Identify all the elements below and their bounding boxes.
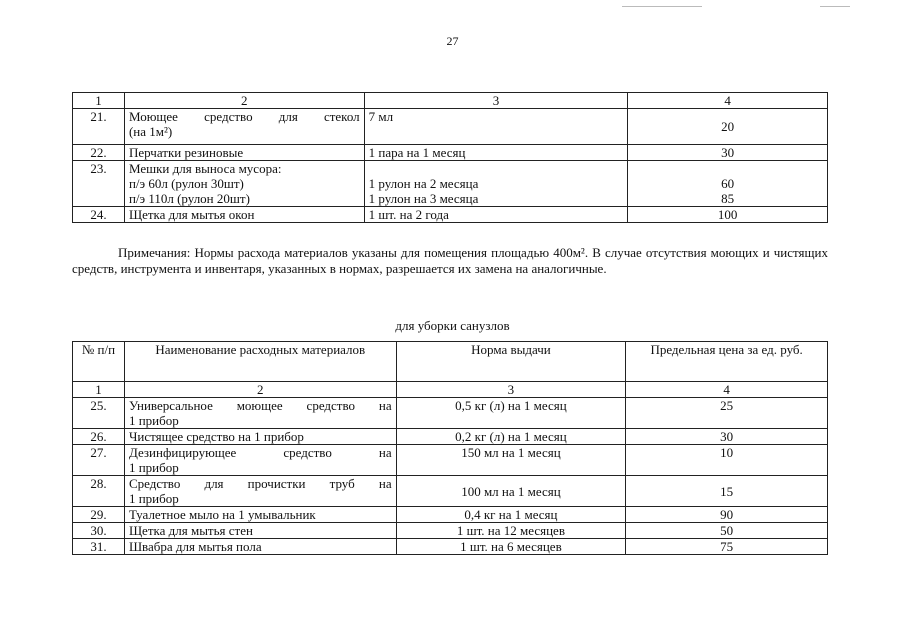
- top-rule-right: [820, 6, 850, 7]
- price: 100: [628, 207, 828, 223]
- price: 75: [626, 539, 828, 555]
- norm-line: [369, 161, 624, 176]
- material-name-line: Моющее средство для стекол: [128, 109, 360, 124]
- issue-norm: 1 шт. на 12 месяцев: [396, 523, 626, 539]
- table2-index-cell: 3: [396, 382, 626, 398]
- column-header: Наименование расходных материалов: [124, 342, 396, 382]
- price: 50: [626, 523, 828, 539]
- material-name-line: Средство для прочистки труб на: [128, 476, 392, 491]
- materials-table-2: [72, 341, 828, 555]
- row-number: 22.: [73, 145, 125, 161]
- table-row: [73, 109, 828, 145]
- issue-norm: 100 мл на 1 месяц: [396, 476, 626, 507]
- row-number: 26.: [73, 429, 125, 445]
- row-number: 30.: [73, 523, 125, 539]
- material-name-line: 1 прибор: [128, 491, 179, 506]
- price: 30: [628, 145, 828, 161]
- price: 15: [626, 476, 828, 507]
- table1-index-cell: 4: [628, 93, 828, 109]
- norm-line: 1 рулон на 2 месяца: [368, 176, 479, 191]
- issue-norm: 0,4 кг на 1 месяц: [396, 507, 626, 523]
- issue-norm: 1 шт. на 2 года: [364, 207, 628, 223]
- table-row: [73, 398, 828, 429]
- table2-index-cell: 4: [626, 382, 828, 398]
- material-name: Щетка для мытья окон: [124, 207, 364, 223]
- table-row: [73, 539, 828, 555]
- note-paragraph: Примечания: Нормы расхода материалов указаны для помещения площадью 400м². В случае отсутствия моющих и чистящих средств, инструмента и инвентаря, указанных в нормах, разрешается их замена на аналогичные.: [72, 245, 828, 276]
- row-number: 28.: [73, 476, 125, 507]
- column-header: Предельная цена за ед. руб.: [626, 342, 828, 382]
- issue-norm: 0,2 кг (л) на 1 месяц: [396, 429, 626, 445]
- issue-norm: 1 шт. на 6 месяцев: [396, 539, 626, 555]
- price: [628, 161, 828, 207]
- material-name: Туалетное мыло на 1 умывальник: [124, 507, 396, 523]
- issue-norm: 150 мл на 1 месяц: [396, 445, 626, 476]
- material-name: Щетка для мытья стен: [124, 523, 396, 539]
- norm-line: 1 рулон на 3 месяца: [368, 191, 479, 206]
- table2-index-cell: 2: [124, 382, 396, 398]
- table1-index-cell: 2: [124, 93, 364, 109]
- material-name: Швабра для мытья пола: [124, 539, 396, 555]
- row-number: 25.: [73, 398, 125, 429]
- row-number: 29.: [73, 507, 125, 523]
- issue-norm: 0,5 кг (л) на 1 месяц: [396, 398, 626, 429]
- material-name-line: п/э 110л (рулон 20шт): [128, 191, 250, 206]
- table-row: [73, 161, 828, 207]
- material-name: [124, 445, 396, 476]
- material-name-line: 1 прибор: [128, 460, 179, 475]
- material-name-line: Мешки для выноса мусора:: [128, 161, 282, 176]
- material-name-line: Дезинфицирующее средство на: [128, 445, 392, 460]
- price: 90: [626, 507, 828, 523]
- table-row: [73, 207, 828, 223]
- material-name: Перчатки резиновые: [124, 145, 364, 161]
- table1-index-row: [73, 93, 828, 109]
- material-name: [124, 476, 396, 507]
- column-header: Норма выдачи: [396, 342, 626, 382]
- table-row: [73, 476, 828, 507]
- row-number: 24.: [73, 207, 125, 223]
- price: 25: [626, 398, 828, 429]
- top-rule-left: [622, 6, 702, 7]
- material-name-line: (на 1м²): [128, 124, 173, 139]
- material-name-line: Универсальное моющее средство на: [128, 398, 392, 413]
- material-name: [124, 398, 396, 429]
- table-row: [73, 523, 828, 539]
- row-number: 23.: [73, 161, 125, 207]
- issue-norm: [364, 161, 628, 207]
- table-row: [73, 145, 828, 161]
- price-line: [632, 161, 823, 176]
- material-name: [124, 109, 364, 145]
- table-row: [73, 429, 828, 445]
- material-name-line: 1 прибор: [128, 413, 179, 428]
- row-number: 31.: [73, 539, 125, 555]
- table1-index-cell: 1: [73, 93, 125, 109]
- price: 20: [628, 109, 828, 145]
- table-row: [73, 445, 828, 476]
- table2-index-row: [73, 382, 828, 398]
- material-name-line: п/э 60л (рулон 30шт): [128, 176, 244, 191]
- price-line: 85: [721, 191, 735, 206]
- issue-norm: 7 мл: [364, 109, 628, 145]
- column-header: № п/п: [73, 342, 125, 382]
- materials-table-1: [72, 92, 828, 223]
- section-subtitle: для уборки санузлов: [395, 318, 510, 333]
- row-number: 21.: [73, 109, 125, 145]
- table1-index-cell: 3: [364, 93, 628, 109]
- page-number: 27: [446, 34, 459, 48]
- price-line: 60: [721, 176, 735, 191]
- row-number: 27.: [73, 445, 125, 476]
- issue-norm: 1 пара на 1 месяц: [364, 145, 628, 161]
- material-name: Чистящее средство на 1 прибор: [124, 429, 396, 445]
- price: 30: [626, 429, 828, 445]
- table-row: [73, 507, 828, 523]
- price: 10: [626, 445, 828, 476]
- material-name: [124, 161, 364, 207]
- table2-index-cell: 1: [73, 382, 125, 398]
- table2-header-row: [73, 342, 828, 382]
